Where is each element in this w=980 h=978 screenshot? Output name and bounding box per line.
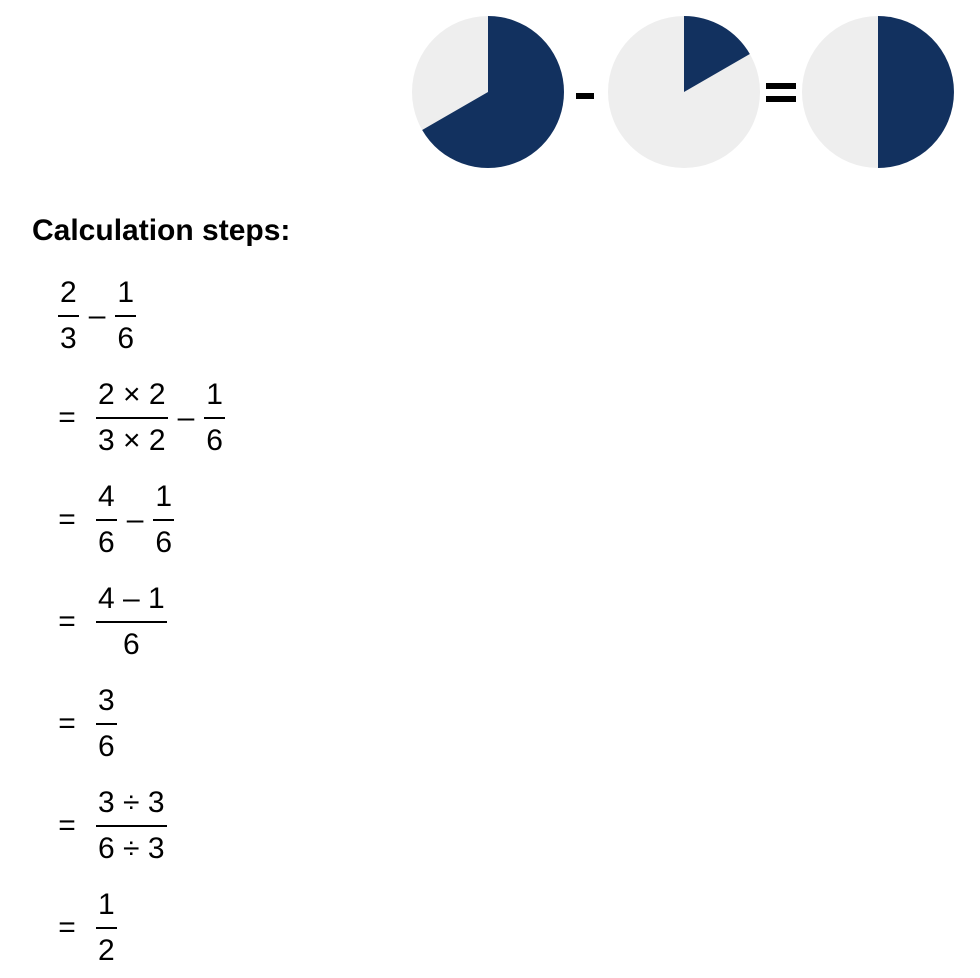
numerator: 2	[60, 276, 77, 309]
pie-1	[412, 16, 564, 168]
equals-sign: =	[58, 605, 76, 638]
pie-3	[802, 16, 954, 168]
equals-sign	[766, 83, 796, 102]
calculation-steps-heading: Calculation steps:	[32, 214, 291, 247]
numerator: 3 ÷ 3	[98, 786, 165, 819]
numerator: 1	[155, 480, 173, 513]
denominator: 6	[115, 315, 136, 357]
pie-2	[608, 16, 760, 168]
denominator: 6 ÷ 3	[96, 825, 167, 867]
fraction	[96, 377, 168, 459]
step-expression	[96, 581, 167, 663]
step-expression	[96, 887, 117, 969]
numerator: 4	[98, 480, 115, 513]
denominator: 3 × 2	[96, 417, 168, 459]
numerator: 1	[98, 888, 115, 921]
equals-sign: =	[58, 707, 76, 740]
fraction-pie-diagram	[0, 0, 980, 190]
operator: –	[126, 503, 144, 536]
step-expression	[58, 275, 136, 357]
fraction	[204, 377, 225, 459]
minus-sign	[576, 93, 594, 99]
denominator: 6	[153, 519, 174, 561]
pie-filled-slice	[878, 16, 954, 168]
step-expression	[96, 479, 174, 561]
numerator: 1	[206, 378, 223, 411]
fraction	[96, 683, 117, 765]
fraction	[153, 479, 174, 561]
fraction	[96, 785, 167, 867]
equals-sign: =	[58, 911, 76, 944]
equals-sign: =	[58, 809, 76, 842]
numerator: 1	[117, 276, 135, 309]
numerator: 3	[98, 684, 115, 717]
equals-sign: =	[58, 401, 76, 434]
fraction	[96, 479, 117, 561]
numerator: 2 × 2	[98, 378, 166, 411]
fraction	[115, 275, 136, 357]
denominator: 6	[204, 417, 225, 459]
operator: –	[88, 299, 106, 332]
numerator: 4 – 1	[98, 582, 165, 615]
denominator: 6	[96, 519, 117, 561]
equals-sign: =	[58, 503, 76, 536]
denominator: 6	[96, 621, 167, 663]
fraction	[96, 887, 117, 969]
step-expression	[96, 377, 225, 459]
denominator: 6	[96, 723, 117, 765]
denominator: 2	[96, 927, 117, 969]
step-expression	[96, 683, 117, 765]
fraction	[58, 275, 79, 357]
operator: –	[177, 401, 195, 434]
denominator: 3	[58, 315, 79, 357]
step-expression	[96, 785, 167, 867]
fraction	[96, 581, 167, 663]
